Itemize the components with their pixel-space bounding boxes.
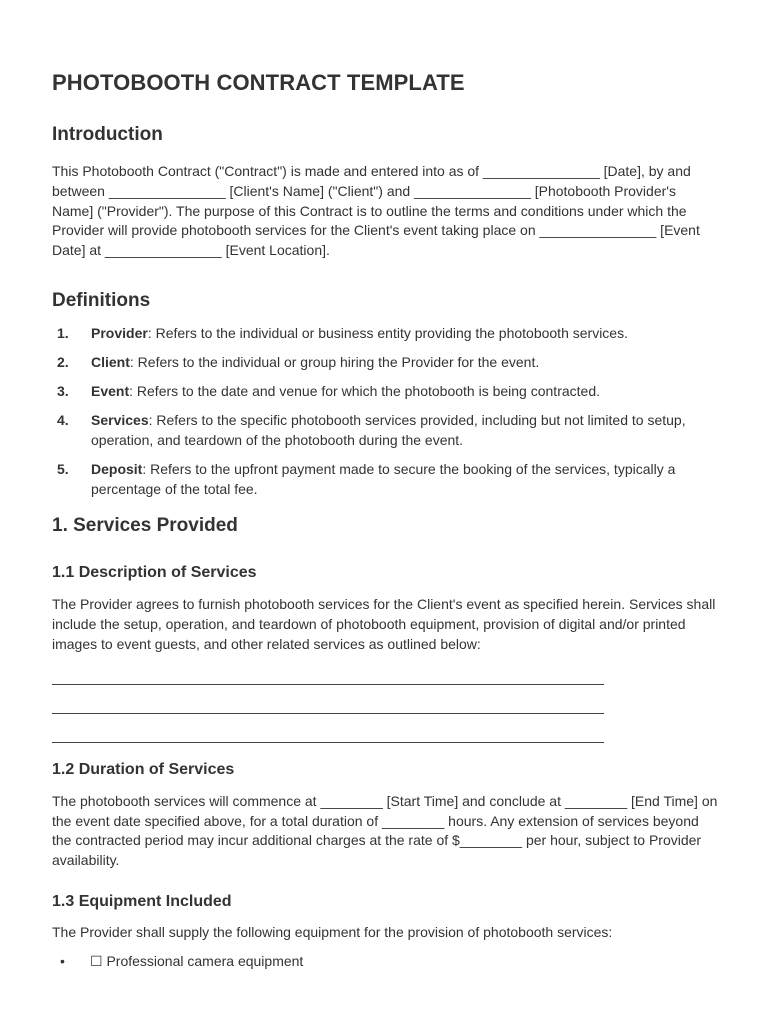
contract-document xyxy=(52,70,720,971)
blank-fill-line[interactable] xyxy=(52,695,604,714)
definition-text: : Refers to the specific photobooth services provided, including but not limited to setup, operation, and teardown of the photobooth during the event. xyxy=(91,411,686,448)
document-title: PHOTOBOOTH CONTRACT TEMPLATE xyxy=(52,70,465,95)
description-of-services-heading: 1.1 Description of Services xyxy=(52,564,257,582)
definition-term: Services xyxy=(91,411,149,428)
description-of-services-paragraph: The Provider agrees to furnish photobooth services for the Client's event as specified herein. Services shall include the setup, operation, and teardown of photobooth equipment, provision of digital and/or printed images to event guests, and other related services as outlined below: xyxy=(52,596,716,652)
definition-term: Event xyxy=(91,382,130,399)
definition-term: Provider xyxy=(91,324,148,341)
definition-text: : Refers to the individual or business entity providing the photobooth services. xyxy=(147,324,628,341)
introduction-paragraph: This Photobooth Contract ("Contract") is made and entered into as of _______________ [Date], by and between _______________ [Client's Name] ("Client") and _______________ [Photobooth Provider's Name] ("Provider"). The purpose of this Contract is to outline the terms and conditions under which the Provider will provide photobooth services for the Client's event taking place on _______________ [Event Date] at _______________ [Event Location]. xyxy=(52,163,700,259)
duration-of-services-heading: 1.2 Duration of Services xyxy=(52,760,235,778)
duration-of-services-paragraph: The photobooth services will commence at ________ [Start Time] and conclude at ________ [End Time] on the event date specified above, for a total duration of ________ hours. Any extension of services beyond the contracted period may incur additional charges at the rate of $________ per hour, subject to Provider availability. xyxy=(52,792,718,869)
definition-item xyxy=(52,382,720,402)
equipment-included-heading: 1.3 Equipment Included xyxy=(52,892,232,910)
definition-text: : Refers to the upfront payment made to secure the booking of the services, typically a percentage of the total fee. xyxy=(91,460,676,497)
equipment-item xyxy=(52,952,720,972)
bullet-icon: • xyxy=(60,952,65,969)
definition-term: Deposit xyxy=(91,460,143,477)
definition-term: Client xyxy=(91,353,130,370)
definition-number: 4. xyxy=(57,411,69,428)
definitions-list xyxy=(52,324,720,499)
definition-number: 2. xyxy=(57,353,69,370)
equipment-included-paragraph: The Provider shall supply the following equipment for the provision of photobooth services: xyxy=(52,923,613,940)
blank-fill-line[interactable] xyxy=(52,666,604,685)
definition-number: 3. xyxy=(57,382,69,399)
definition-text: : Refers to the individual or group hiring the Provider for the event. xyxy=(129,353,540,370)
introduction-heading: Introduction xyxy=(52,124,163,145)
equipment-item-text[interactable]: ☐ Professional camera equipment xyxy=(90,952,304,969)
blank-fill-line[interactable] xyxy=(52,724,604,743)
definitions-heading: Definitions xyxy=(52,289,151,311)
services-provided-heading: 1. Services Provided xyxy=(52,515,238,537)
definition-number: 5. xyxy=(57,460,69,477)
definition-item xyxy=(52,460,720,500)
blank-fill-lines xyxy=(52,666,720,743)
definition-number: 1. xyxy=(57,324,69,341)
definition-item xyxy=(52,353,720,373)
definition-text: : Refers to the date and venue for which the photobooth is being contracted. xyxy=(129,382,600,399)
equipment-list xyxy=(52,952,720,972)
definition-item xyxy=(52,411,720,451)
definition-item xyxy=(52,324,720,344)
